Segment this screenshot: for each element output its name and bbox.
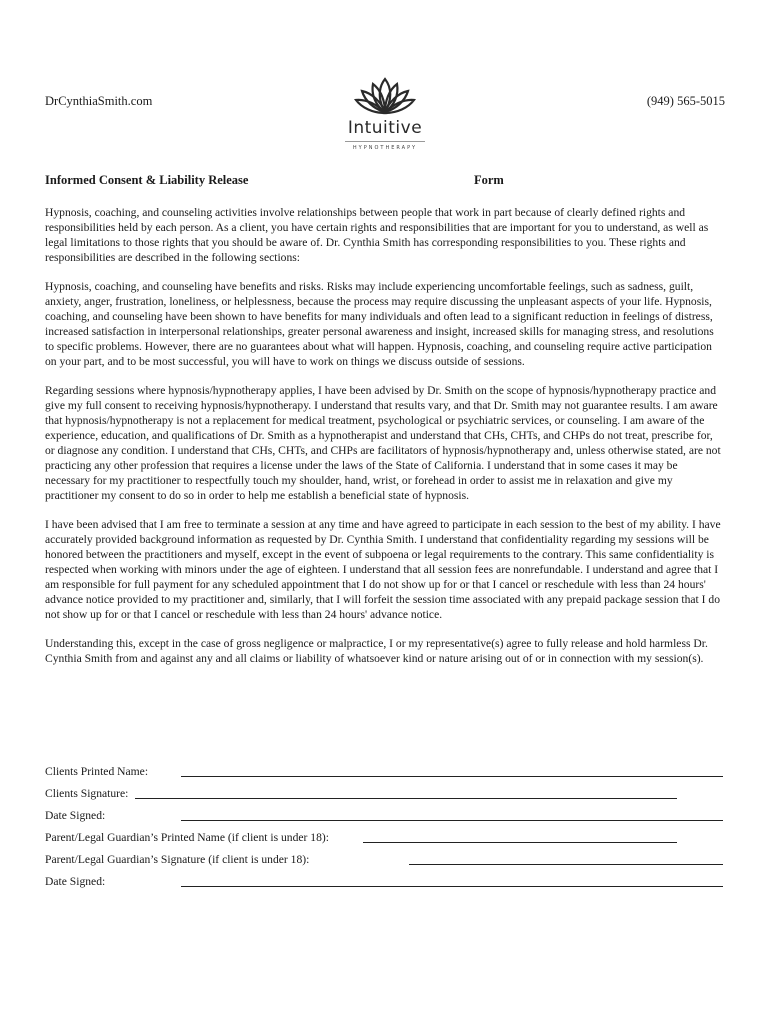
logo-divider: [345, 141, 425, 142]
guardian-date-signed-label: Date Signed:: [45, 875, 106, 888]
form-title-suffix: Form: [474, 173, 504, 187]
date-signed-field[interactable]: [181, 820, 723, 821]
paragraph-hypnosis-consent: Regarding sessions where hypnosis/hypnotherapy applies, I have been advised by Dr. Smith on the scope of hypnosis/hypnotherapy practice and give my full consent to receiving hypnosis/hypnotherapy. I understand that results vary, and that Dr. Smith may not guarantee results. I am aware that hypnosis/hypnotherapy is not a replacement for medical treatment, psychological or psychiatric services, or counseling. I am aware of the experience, education, and qualifications of Dr. Smith as a hypnotherapist and understand that CHs, CHTs, and CHPs do not treat, prescribe for, or diagnose any condition. I understand that CHs, CHTs, and CHPs are facilitators of hypnosis/hypnotherapy and, unless otherwise stated, are not practicing any other profession that requires a license under the laws of the State of California. I understand that in some cases it may be necessary for my practitioner to respectfully touch my shoulder, hand, wrist, or forehead in order to assist me in relaxation and give my practitioner my consent to do so in order to help me establish a beneficial state of hypnosis.: [45, 384, 721, 502]
logo-subtitle: HYPNOTHERAPY: [352, 145, 418, 151]
client-signature-field[interactable]: [135, 798, 677, 799]
client-signature-row: [45, 787, 725, 809]
guardian-printed-name-field[interactable]: [363, 842, 677, 843]
guardian-printed-name-label: Parent/Legal Guardian’s Printed Name (if client is under 18):: [45, 831, 329, 844]
guardian-date-signed-field[interactable]: [181, 886, 723, 887]
date-signed-label: Date Signed:: [45, 809, 106, 822]
paragraph-termination-fees: I have been advised that I am free to terminate a session at any time and have agreed to participate in each session to the best of my ability. I have accurately provided background information as requested by Dr. Cynthia Smith. I understand that confidentiality regarding my sessions will be honored between the practitioners and myself, except in the event of subpoena or legal requirements to the contrary. This same confidentiality is respected when working with minors under the age of eighteen. I understand that all session fees are nonrefundable. I understand and agree that I am responsible for full payment for any scheduled appointment that I do not show up for or that I cancel or reschedule with less than 24 hours' advance notice provided to my practitioner and, similarly, that I will forfeit the session time associated with any prepaid package session that I do not show up for or that I cancel or reschedule with less than 24 hours' advance notice.: [45, 518, 721, 621]
signature-fields: [45, 765, 725, 897]
form-title: Informed Consent & Liability Release: [45, 173, 249, 187]
website-text: DrCynthiaSmith.com: [45, 94, 153, 108]
paragraph-intro: Hypnosis, coaching, and counseling activities involve relationships between people that work in part because of clearly defined rights and responsibilities held by each person. As a client, you have certain rights and responsibilities that are important for you to understand, as well as legal limitations to those rights that you should be aware of. Dr. Cynthia Smith has corresponding responsibilities to you. These rights and responsibilities are described in the following sections:: [45, 206, 709, 264]
lotus-icon: [354, 76, 416, 116]
logo-name: Intuitive: [347, 118, 423, 138]
phone-text: (949) 565-5015: [646, 94, 725, 108]
guardian-signature-field[interactable]: [409, 864, 723, 865]
guardian-signature-row: [45, 853, 725, 875]
guardian-printed-name-row: [45, 831, 725, 853]
client-printed-name-label: Clients Printed Name:: [45, 765, 149, 778]
client-signature-label: Clients Signature:: [45, 787, 129, 800]
form-body: [45, 205, 723, 680]
client-printed-name-row: [45, 765, 725, 787]
logo: [335, 76, 435, 151]
client-printed-name-field[interactable]: [181, 776, 723, 777]
paragraph-benefits-risks: Hypnosis, coaching, and counseling have benefits and risks. Risks may include experiencing uncomfortable feelings, such as sadness, guilt, anxiety, anger, frustration, loneliness, or helplessness, because the process may require discussing the unpleasant aspects of your life. Hypnosis, coaching, and counseling have been shown to have benefits for many individuals and often lead to a significant reduction in feelings of distress, increased satisfaction in interpersonal relationships, greater personal awareness and insight, increased skills for managing stress, and resolutions to specific problems. However, there are no guarantees about what will happen. Hypnosis, coaching, and counseling require active participation on your part, and to be most successful, you will have to work on things we discuss outside of sessions.: [45, 280, 714, 368]
guardian-signature-label: Parent/Legal Guardian’s Signature (if client is under 18):: [45, 853, 310, 866]
date-signed-row: [45, 809, 725, 831]
paragraph-release: Understanding this, except in the case of gross negligence or malpractice, I or my representative(s) agree to fully release and hold harmless Dr. Cynthia Smith from and against any and all claims or liability of whatsoever kind or nature arising out of or in connection with my session(s).: [45, 637, 708, 665]
guardian-date-signed-row: [45, 875, 725, 897]
